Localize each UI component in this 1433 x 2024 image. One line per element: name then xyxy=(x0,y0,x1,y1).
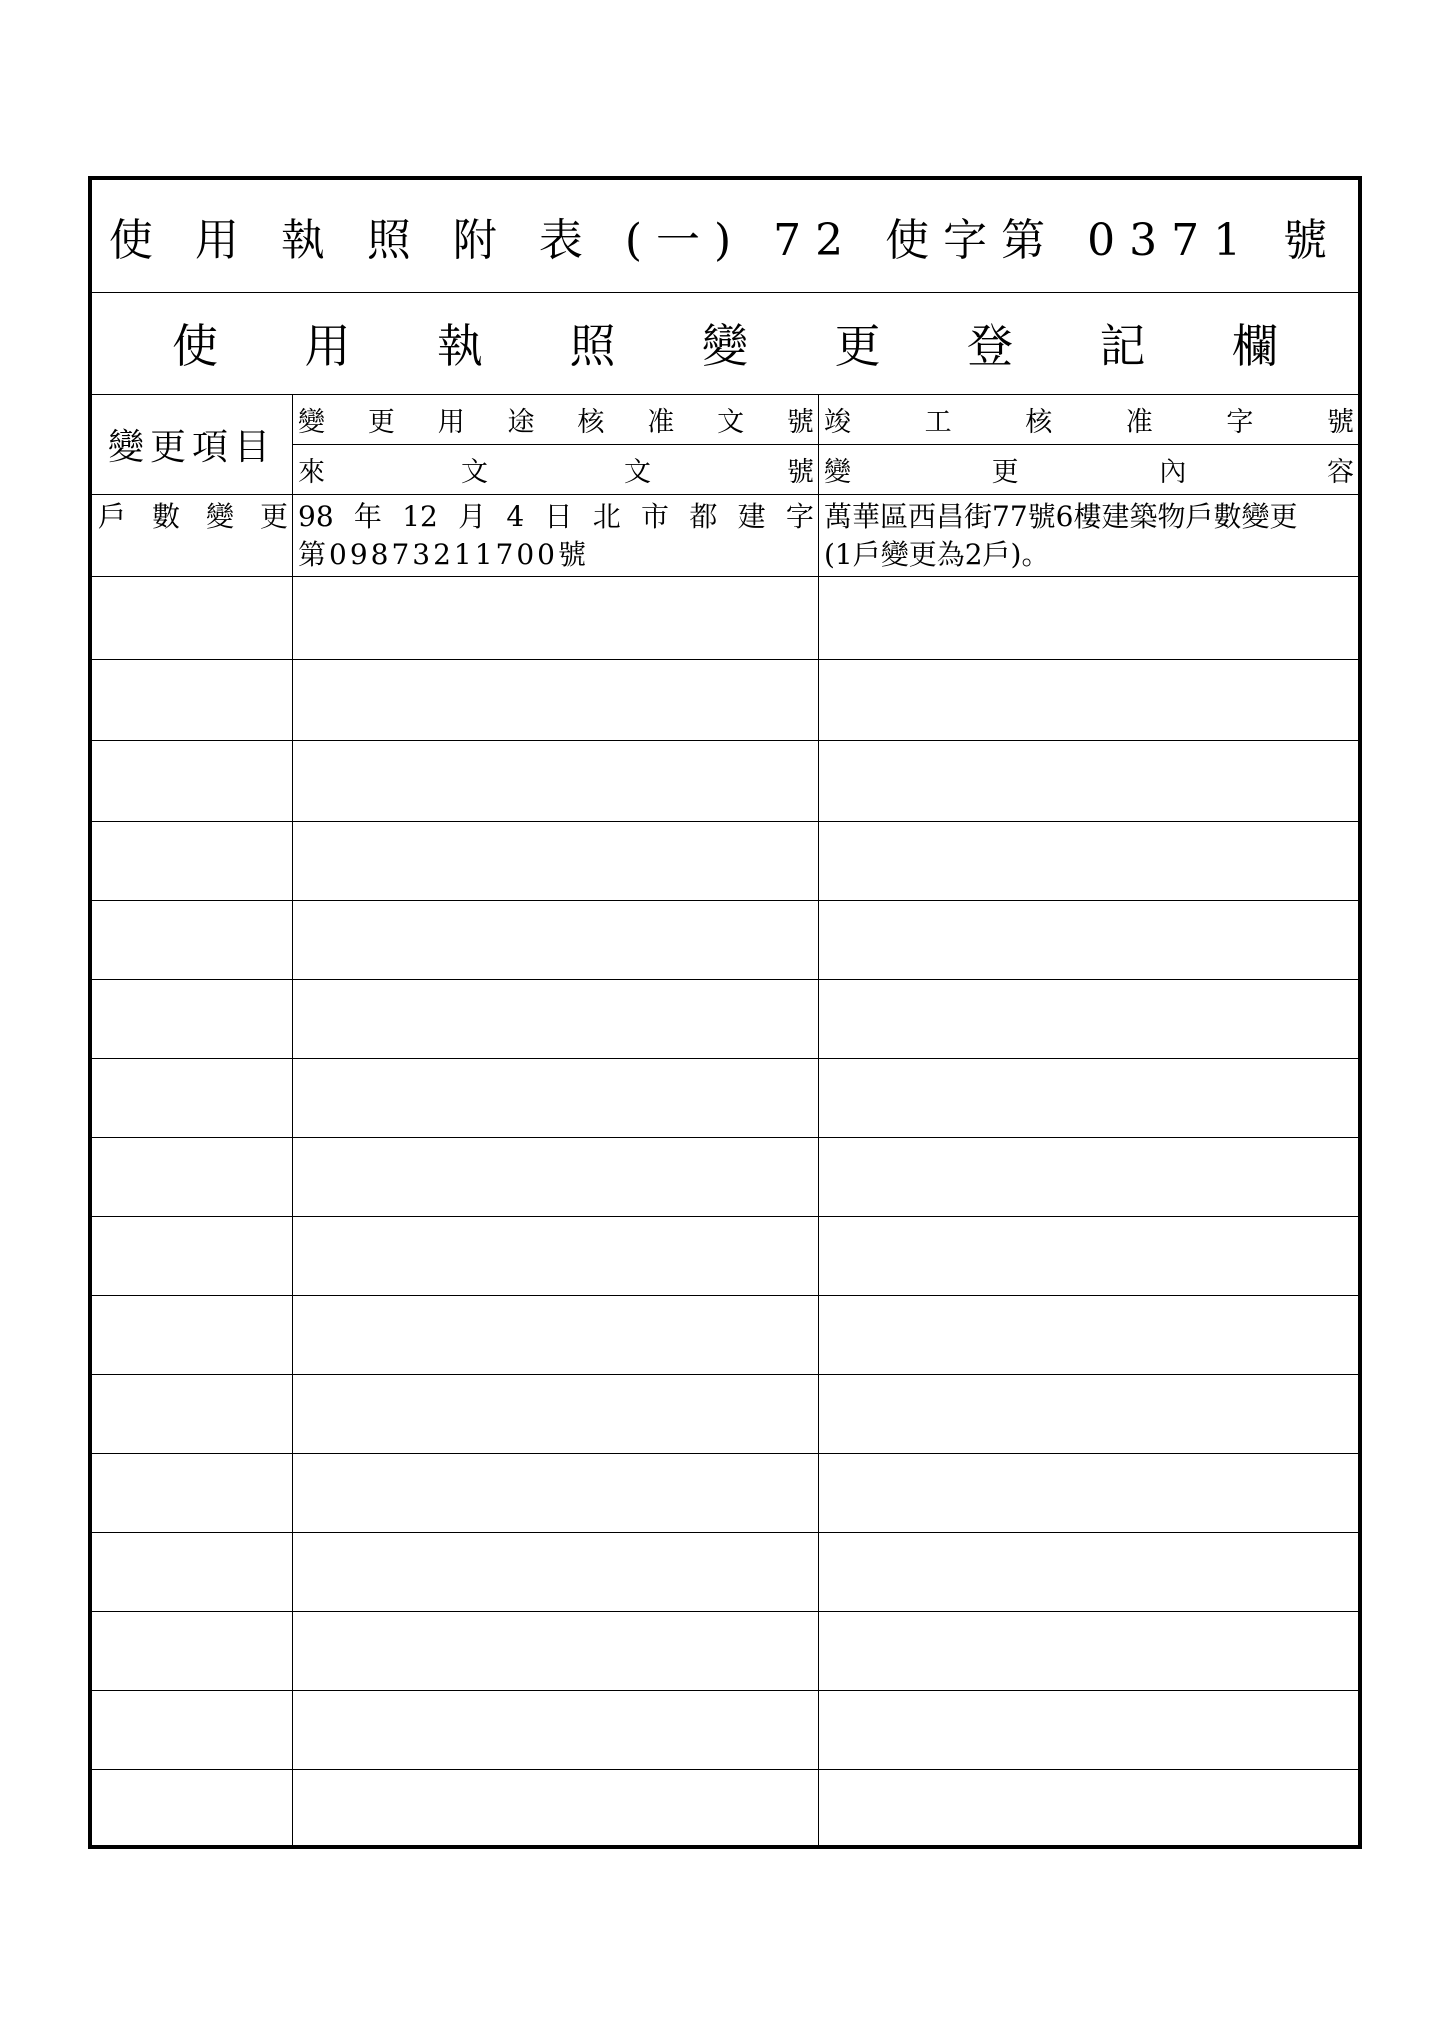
spread-char: 准 xyxy=(647,406,675,438)
entry-doc-no xyxy=(292,494,818,576)
row-divider xyxy=(92,821,1358,822)
spread-char: 更 xyxy=(991,456,1019,488)
entry-doc-no-line2: 第09873211700號 xyxy=(298,538,589,571)
spread-char: 變 xyxy=(824,456,851,488)
header-incoming-doc-no xyxy=(292,444,818,494)
spread-char: 使 xyxy=(172,319,218,373)
spread-char: 文 xyxy=(461,456,488,488)
spread-char: 都 xyxy=(689,500,718,533)
spread-char: 竣 xyxy=(824,406,851,438)
entry-content-line2: (1戶變更為2戶)。 xyxy=(824,538,1050,571)
spread-char: 變 xyxy=(702,319,748,373)
spread-char: 號 xyxy=(786,406,814,438)
spread-char: 變 xyxy=(205,500,234,533)
row-divider xyxy=(92,1058,1358,1059)
row-divider xyxy=(92,1216,1358,1217)
spread-char: 變 xyxy=(298,406,325,438)
spread-char: 日 xyxy=(544,500,573,533)
spread-char: 登 xyxy=(967,319,1013,373)
header-item-label: 變更項目 xyxy=(107,426,276,468)
form-subtitle xyxy=(172,292,1278,394)
spread-char: 12 xyxy=(402,500,438,533)
header-change-content xyxy=(818,444,1358,494)
row-divider xyxy=(92,1137,1358,1138)
spread-char: 更 xyxy=(367,406,395,438)
spread-char: 核 xyxy=(1025,406,1053,438)
spread-char: 更 xyxy=(259,500,288,533)
spread-char: 執 xyxy=(437,319,483,373)
spread-char: 市 xyxy=(641,500,670,533)
row-divider xyxy=(92,1611,1358,1612)
spread-char: 更 xyxy=(834,319,881,373)
spread-char: 文 xyxy=(624,456,651,488)
spread-char: 98 xyxy=(298,500,334,533)
spread-char: 數 xyxy=(151,500,180,533)
spread-char: 用 xyxy=(304,319,351,373)
header-completion-no xyxy=(818,394,1358,444)
entry-item xyxy=(92,494,292,576)
spread-char: 字 xyxy=(785,500,814,533)
entry-content xyxy=(818,494,1358,576)
divider xyxy=(292,444,1358,445)
spread-char: 4 xyxy=(506,500,525,533)
entry-content-line1: 萬華區西昌街77號6樓建築物戶數變更 xyxy=(824,500,1298,533)
spread-char: 記 xyxy=(1099,319,1146,373)
row-divider xyxy=(92,659,1358,660)
spread-char: 文 xyxy=(717,406,745,438)
row-divider xyxy=(92,1690,1358,1691)
entry-item-text xyxy=(98,498,288,536)
spread-char: 核 xyxy=(577,406,605,438)
spread-char: 欄 xyxy=(1232,319,1278,373)
spread-char: 容 xyxy=(1326,456,1354,488)
column-divider xyxy=(818,394,819,1845)
row-divider xyxy=(92,1532,1358,1533)
spread-char: 工 xyxy=(924,406,952,438)
row-divider xyxy=(92,979,1358,980)
row-divider xyxy=(92,1374,1358,1375)
spread-char: 北 xyxy=(592,500,621,533)
spread-char: 照 xyxy=(569,319,616,373)
spread-char: 戶 xyxy=(98,500,127,533)
spread-char: 號 xyxy=(787,456,814,488)
header-approval-doc-no xyxy=(292,394,818,444)
column-divider xyxy=(292,394,293,1845)
spread-char: 准 xyxy=(1125,406,1153,438)
form-title: 使 用 執 照 附 表 (一) 72 使字第 0371 號 xyxy=(108,215,1342,266)
spread-char: 用 xyxy=(437,406,465,438)
spread-char: 號 xyxy=(1326,406,1354,438)
row-divider xyxy=(92,1769,1358,1770)
row-divider xyxy=(92,740,1358,741)
spread-char: 來 xyxy=(298,456,325,488)
entry-doc-no-line1 xyxy=(298,498,814,536)
spread-char: 途 xyxy=(507,406,535,438)
spread-char: 字 xyxy=(1226,406,1254,438)
row-divider xyxy=(92,1453,1358,1454)
row-divider xyxy=(92,900,1358,901)
row-divider xyxy=(92,576,1358,577)
row-divider xyxy=(92,1295,1358,1296)
spread-char: 年 xyxy=(353,500,382,533)
spread-char: 內 xyxy=(1159,456,1187,488)
spread-char: 月 xyxy=(458,500,487,533)
form-frame xyxy=(88,176,1362,1849)
spread-char: 建 xyxy=(737,500,766,533)
